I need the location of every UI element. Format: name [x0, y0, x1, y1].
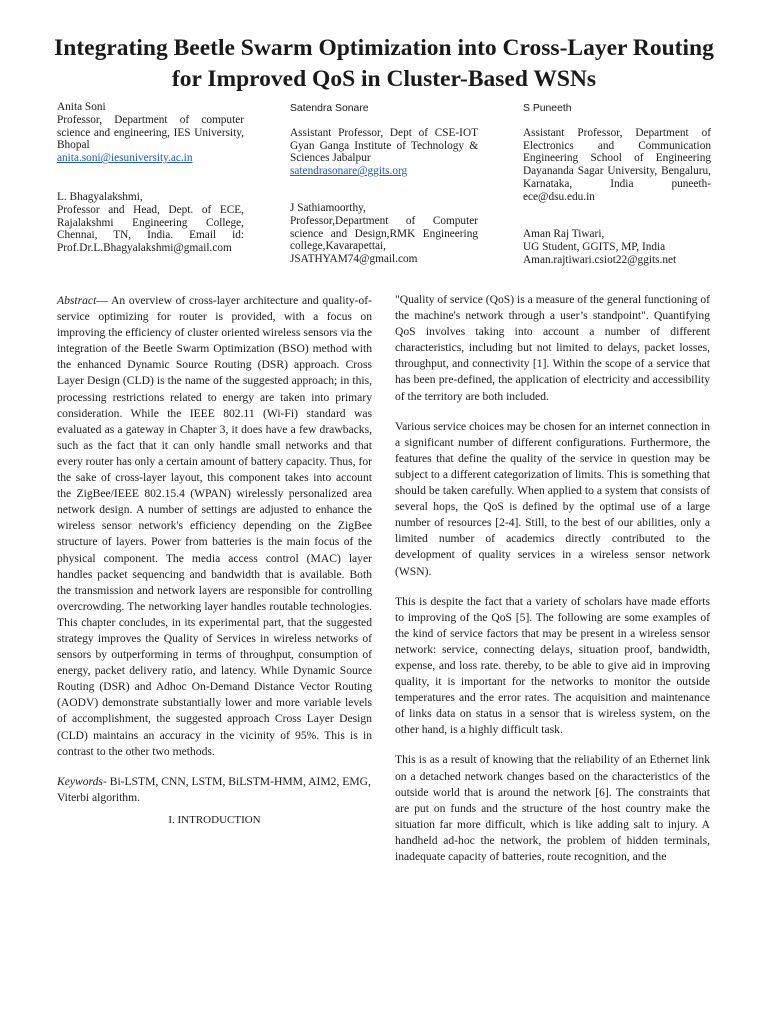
author-affiliation: UG Student, GGITS, MP, India	[523, 240, 666, 253]
author-name: J Sathiamoorthy,	[290, 202, 366, 214]
author-anita-soni	[57, 101, 244, 165]
author-affiliation: Assistant Professor, Department of Electronics and Communication Engineering School of Engineering Dayananda Sagar University, Bengaluru, Karnataka, India puneeth-ece@dsu.edu.in	[523, 126, 711, 203]
author-email-link[interactable]: satendrasonare@ggits.org	[290, 165, 408, 178]
body-paragraph: This is despite the fact that a variety of scholars have made efforts to improving of the QoS [5]. The following are some examples of the kind of service factors that may be present in a wireless sensor network: service, connecting delays, situation proof, bandwidth, expense, and loss rate. thereby, to be able to give aid in improving quality, it is important for the networks to monitor the outside temperatures and the error rates. The acquisition and maintenance of links data on status in a sensor that is wireless system, on the other hand, is a highly difficult task.	[395, 594, 710, 737]
author-l-bhagyalakshmi	[57, 191, 244, 255]
paper-title: Integrating Beetle Swarm Optimization into Cross-Layer Routing for Improved QoS in Cluster-Based WSNs	[54, 35, 714, 92]
author-affiliation: Professor, Department of computer science and engineering, IES University, Bhopal	[57, 113, 244, 152]
author-affiliation: Professor and Head, Dept. of ECE, Rajalakshmi Engineering College, Chennai, TN, India. Email id: Prof.Dr.L.Bhagyalakshmi@gmail.com	[57, 203, 244, 255]
right-column	[395, 292, 710, 879]
author-name: S Puneeth	[523, 103, 572, 114]
author-name: Aman Raj Tiwari,	[523, 228, 605, 240]
author-email: Aman.rajtiwari.csiot22@ggits.net	[523, 253, 677, 266]
left-column	[57, 293, 372, 842]
abstract	[57, 293, 372, 760]
author-name: Anita Soni	[57, 101, 106, 113]
body-paragraph: This is as a result of knowing that the reliability of an Ethernet link on a detached network changes based on the characteristics of the outside world that is around the network [6]. The constraints that are put on funds and the structure of the host country make the situation far more difficult, which is like adding salt to injury. A handheld ad-hoc the network, the problem of hidden terminals, inadequate capacity of batteries, route recognition, and the	[395, 753, 710, 863]
author-name: L. Bhagyalakshmi,	[57, 191, 143, 203]
keywords-label: Keywords-	[57, 774, 107, 788]
author-satendra-sonare	[290, 103, 478, 178]
author-email-link[interactable]: anita.soni@iesuniversity.ac.in	[57, 152, 193, 165]
author-s-puneeth	[523, 103, 711, 204]
author-name: Satendra Sonare	[290, 103, 369, 114]
abstract-dash: —	[96, 294, 108, 307]
body-paragraph: "Quality of service (QoS) is a measure of the general functioning of the machine's network through a user’s standpoint". Quantifying QoS involves taking into account a number of different characteristics, including but not limited to delays, packet losses, throughput, and connectivity [1]. Within the scope of a service that has been pre-defined, the application of electricity and accessibility of the territory are both included.	[395, 293, 710, 403]
author-email: JSATHYAM74@gmail.com	[290, 253, 418, 266]
keywords	[57, 774, 372, 806]
body-paragraph: Various service choices may be chosen for an internet connection in a significant number of different configurations. Furthermore, the features that define the quality of the service in question may be subject to a different categorization of limits. This is something that should be taken carefully. When applied to a system that consists of several hops, the QoS is defined by the optimal use of a large number of resources [2-4]. Still, to the best of our abilities, only a limited number of academics directly contributed to the development of quality services in a wireless sensor network (WSN).	[395, 419, 710, 578]
section-heading-introduction: I. INTRODUCTION	[168, 813, 261, 826]
author-aman-raj-tiwari	[523, 228, 711, 266]
abstract-label: Abstract	[57, 294, 97, 307]
author-affiliation: Professor,Department of Computer science and Design,RMK Engineering college,Kavarapettai,	[290, 214, 478, 253]
abstract-text: An overview of cross-layer architecture and quality-of-service optimizing for router is provided, with a focus on improving the efficiency of cluster oriented wireless sensors via the integration of the Beetle Swarm Optimization (BSO) method with the enhanced Dynamic Source Routing (DSR) approach. Cross Layer Design (CLD) is the name of the suggested approach; in this, processing restrictions related to energy are taken into primary consideration. While the IEEE 802.11 (Wi-Fi) standard was evaluated as a gateway in Chapter 3, it does have a few drawbacks, such as the fact that it can only handle small networks and that every router has only a certain amount of battery capacity. Thus, for the sake of cross-layer layout, this component takes into account the ZigBee/IEEE 802.15.4 (WPAN) wirelessly personalized area network design. A number of settings are adjusted to enhance the wireless sensor network's efficiency depending on the ZigBee structure of layers. Power from batteries is the main focus of the physical component. The media access control (MAC) layer handles packet sequencing and bandwidth that is available. Both the transmission and network layers are responsible for controlling overcrowding. The networking layer handles routable technologies. This chapter concludes, in its experimental part, that the suggested strategy improves the Quality of Services in wireless networks of sensors by outperforming in terms of throughput, consumption of energy, packet delivery ratio, and latency. While Dynamic Source Routing (DSR) and Adhoc On-Demand Distance Vector Routing (AODV) demonstrate substantially lower and more variable levels of accomplishment, the suggested approach Cross Layer Design (CLD) maintains an accuracy in the vicinity of 95%. This is in contrast to the other two methods.	[57, 294, 372, 758]
author-affiliation: Assistant Professor, Dept of CSE-IOT Gyan Ganga Institute of Technology & Sciences Jabalpur	[290, 126, 478, 165]
author-j-sathiamoorthy	[290, 202, 478, 266]
keywords-text: Bi-LSTM, CNN, LSTM, BiLSTM-HMM, AIM2, EMG, Viterbi algorithm.	[57, 774, 371, 804]
